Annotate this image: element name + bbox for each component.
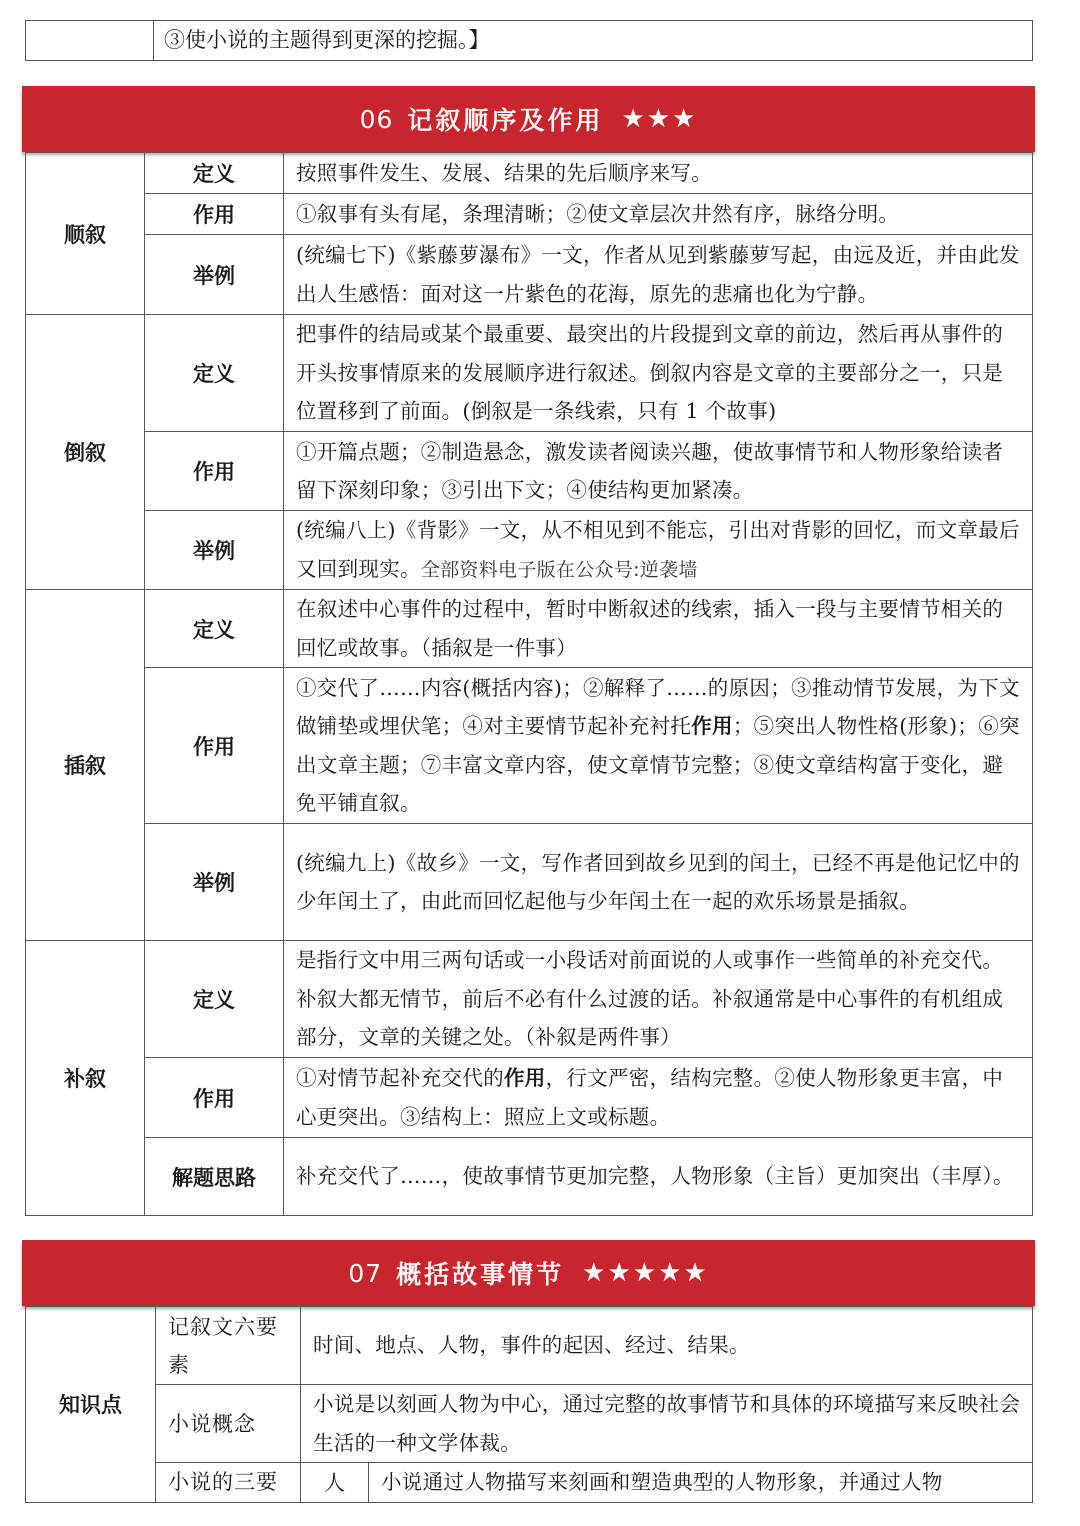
table-row: [26, 1307, 1033, 1385]
row-label: 作用: [145, 1058, 284, 1138]
star-rating-icon: ★★★★★: [582, 1258, 709, 1288]
row-text: (统编七下)《紫藤萝瀑布》一文，作者从见到紫藤萝写起，由远及近，并由此发出人生感悟：面对这一片紫色的花海，原先的悲痛也化为宁静。: [284, 235, 1033, 315]
plot-summary-table: [25, 1306, 1033, 1503]
row-text: 按照事件发生、发展、结果的先后顺序来写。: [284, 153, 1033, 194]
table-row: [26, 511, 1033, 590]
table-row: [26, 235, 1033, 315]
row-text: 是指行文中用三两句话或一小段话对前面说的人或事作一些简单的补充交代。补叙大都无情节，前后不必有什么过渡的话。补叙通常是中心事件的有机组成部分，文章的关键之处。（补叙是两件事）: [284, 941, 1033, 1058]
section-title: 概括故事情节: [396, 1260, 565, 1289]
row-label: 小说概念: [156, 1385, 301, 1463]
row-text: 在叙述中心事件的过程中，暂时中断叙述的线索，插入一段与主要情节相关的回忆或故事。（插叙是一件事）: [284, 590, 1033, 668]
table-row: [26, 1463, 1033, 1503]
star-rating-icon: ★★★: [621, 104, 698, 134]
row-label: 定义: [145, 590, 284, 668]
row-label: 定义: [145, 153, 284, 194]
row-label: 作用: [145, 668, 284, 824]
row-text: 时间、地点、人物，事件的起因、经过、结果。: [301, 1307, 1033, 1385]
section-number: 07: [348, 1258, 383, 1288]
category-cell: 顺叙: [26, 153, 145, 315]
table-row: [26, 590, 1033, 668]
row-text: ①对情节起补充交代的作用，行文严密，结构完整。②使人物形象更丰富，中心更突出。③结构上：照应上文或标题。: [284, 1058, 1033, 1138]
table-row: [26, 194, 1033, 235]
category-cell: 知识点: [26, 1307, 156, 1503]
narrative-order-table: [25, 152, 1033, 1216]
table-row: [26, 668, 1033, 824]
table-row: [26, 153, 1033, 194]
table-row: [26, 1138, 1033, 1216]
row-text: 小说是以刻画人物为中心，通过完整的故事情节和具体的环境描写来反映社会生活的一种文学体裁。: [301, 1385, 1033, 1463]
table-row: [26, 1058, 1033, 1138]
section-07-banner: [22, 1240, 1035, 1306]
row-label: 举例: [145, 235, 284, 315]
row-text: (统编八上)《背影》一文，从不相见到不能忘，引出对背影的回忆，而文章最后又回到现实。全部资料电子版在公众号:逆袭墙: [284, 511, 1033, 590]
category-cell: 插叙: [26, 590, 145, 941]
category-cell: 倒叙: [26, 315, 145, 590]
row-label: 解题思路: [145, 1138, 284, 1216]
table-row: [26, 1385, 1033, 1463]
watermark-note: 全部资料电子版在公众号:逆袭墙: [420, 558, 698, 581]
row-label: 举例: [145, 511, 284, 590]
row-label: 作用: [145, 432, 284, 511]
row-label: 小说的三要: [156, 1463, 301, 1503]
row-label: 作用: [145, 194, 284, 235]
row-label: 定义: [145, 941, 284, 1058]
row-label: 记叙文六要素: [156, 1307, 301, 1385]
table-row: [26, 824, 1033, 941]
table-row: [26, 315, 1033, 432]
section-06-banner: [22, 86, 1035, 152]
table-row: [26, 432, 1033, 511]
sub-label: 人: [301, 1463, 369, 1503]
fragment-empty-cell: [26, 21, 154, 60]
row-text: 小说通过人物描写来刻画和塑造典型的人物形象，并通过人物: [369, 1463, 1033, 1503]
category-cell: 补叙: [26, 941, 145, 1216]
fragment-text: ③使小说的主题得到更深的挖掘。】: [164, 28, 490, 52]
row-label: 举例: [145, 824, 284, 941]
section-number: 06: [359, 104, 394, 134]
table-row: [26, 941, 1033, 1058]
row-text: 把事件的结局或某个最重要、最突出的片段提到文章的前边，然后再从事件的开头按事情原来的发展顺序进行叙述。倒叙内容是文章的主要部分之一，只是位置移到了前面。(倒叙是一条线索，只有 1 个故事): [284, 315, 1033, 432]
row-text: 补充交代了……，使故事情节更加完整，人物形象（主旨）更加突出（丰厚）。: [284, 1138, 1033, 1216]
previous-table-fragment: [25, 20, 1033, 61]
row-label: 定义: [145, 315, 284, 432]
row-text: (统编九上)《故乡》一文，写作者回到故乡见到的闰土，已经不再是他记忆中的少年闰土了，由此而回忆起他与少年闰土在一起的欢乐场景是插叙。: [284, 824, 1033, 941]
section-title: 记叙顺序及作用: [407, 106, 604, 135]
row-text: ①开篇点题；②制造悬念，激发读者阅读兴趣，使故事情节和人物形象给读者留下深刻印象；③引出下文；④使结构更加紧凑。: [284, 432, 1033, 511]
row-text: ①叙事有头有尾，条理清晰；②使文章层次井然有序，脉络分明。: [284, 194, 1033, 235]
row-text: ①交代了……内容(概括内容)；②解释了……的原因；③推动情节发展，为下文做铺垫或埋伏笔；④对主要情节起补充衬托作用；⑤突出人物性格(形象)；⑥突出文章主题；⑦丰富文章内容，使文章情节完整；⑧使文章结构富于变化，避免平铺直叙。: [284, 668, 1033, 824]
